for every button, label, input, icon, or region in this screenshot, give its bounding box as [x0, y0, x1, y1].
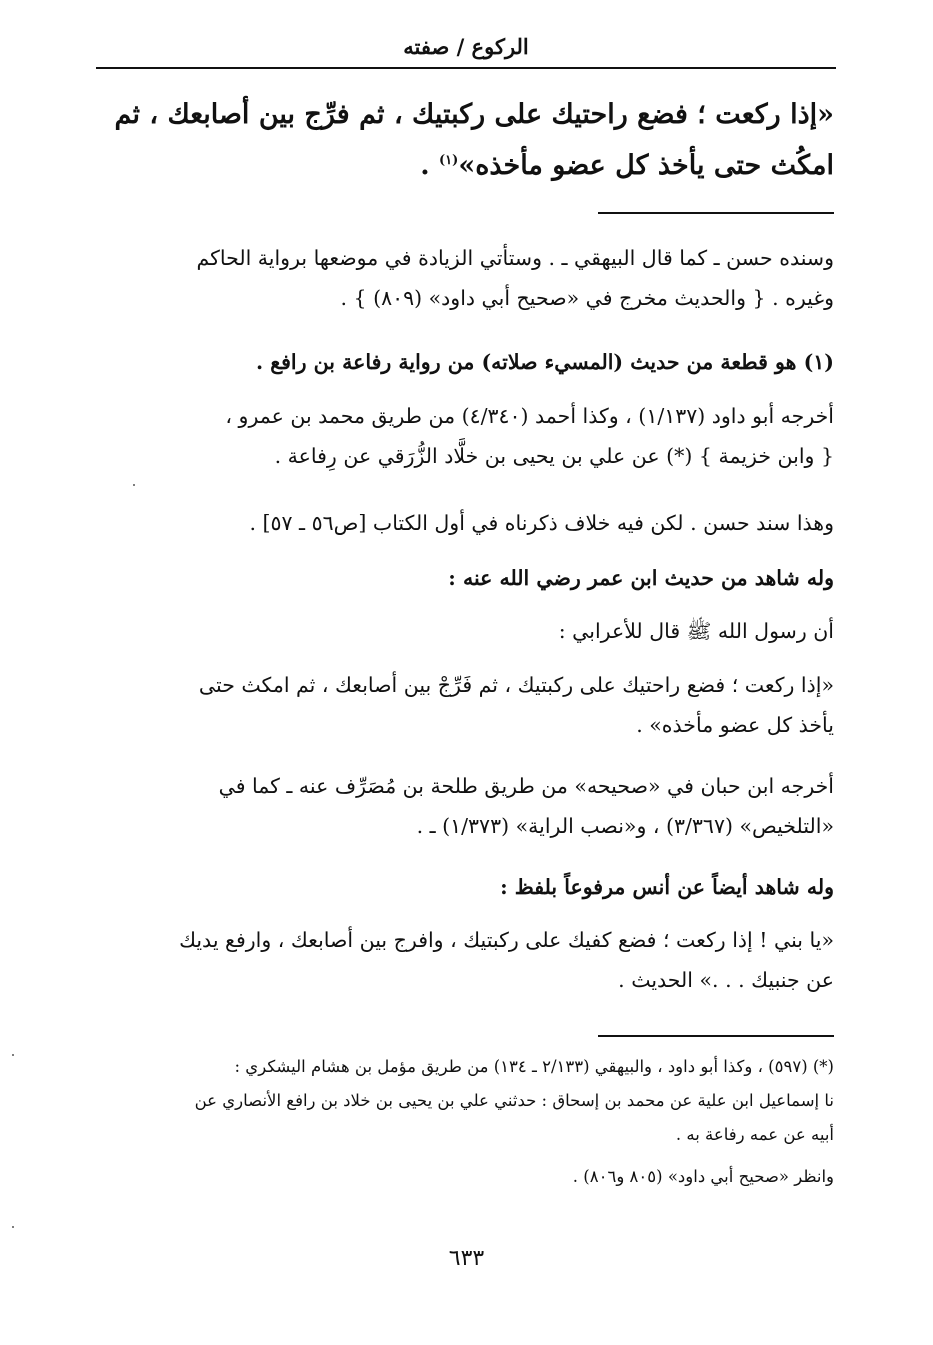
paragraph-takhrij [96, 396, 834, 476]
text-line: «التلخيص» (٣/٣٦٧) ، و«نصب الراية» (١/٣٧٣) ـ . [416, 814, 834, 838]
text-line: وله شاهد أيضاً عن أنس مرفوعاً بلفظ : [500, 875, 834, 899]
footnote-separator [598, 1035, 834, 1037]
paragraph-anas-hadith [96, 920, 834, 1000]
scan-speck [12, 1226, 14, 1228]
running-header: الركوع / صفته [403, 34, 529, 59]
footnote-line: (*) (٥٩٧) ، وكذا أبو داود ، والبيهقي (٢/١٣٣ ـ ١٣٤) من طريق مؤمل بن هشام اليشكري : [234, 1057, 834, 1076]
text-line: وسنده حسن ـ كما قال البيهقي ـ . وستأتي الزيادة في موضعها برواية الحاكم [196, 246, 834, 270]
scan-speck [133, 484, 135, 486]
text-line: «إذا ركعت ؛ فضع راحتيك على ركبتيك ، ثم فَرِّجْ بين أصابعك ، ثم امكث حتى [198, 673, 834, 697]
paragraph-note-1 [96, 342, 834, 382]
footnote-marker: (١) [439, 153, 459, 168]
hadith-line-1: «إذا ركعت ؛ فضع راحتيك على ركبتيك ، ثم فرِّج بين أصابعك ، ثم [114, 99, 834, 130]
paragraph-isnad [96, 238, 834, 318]
text-line: وهذا سند حسن . لكن فيه خلاف ذكرناه في أول الكتاب [ص٥٦ ـ ٥٧] . [249, 511, 834, 535]
paragraph-ibn-hibban [96, 766, 834, 846]
hadith-end: . [420, 150, 440, 181]
paragraph-shahid-ibn-umar [96, 558, 834, 598]
hadith-line-2-text: امكُث حتى يأخذ كل عضو مأخذه» [458, 150, 834, 181]
text-line: { وابن خزيمة } (*) عن علي بن يحيى بن خلَّاد الزُّرَقي عن رِفاعة . [274, 444, 834, 468]
paragraph-hadith-quote [96, 665, 834, 745]
paragraph-rasul [96, 611, 834, 651]
footnote-block [96, 1050, 834, 1194]
text-line: يأخذ كل عضو مأخذه» . [636, 713, 834, 737]
text-line: (١) هو قطعة من حديث (المسيء صلاته) من رواية رفاعة بن رافع . [255, 350, 834, 374]
footnote-separator-top [598, 212, 834, 214]
footnote-line: نا إسماعيل ابن علية عن محمد بن إسحاق : حدثني علي بن يحيى بن خلاد بن رافع الأنصاري عن [194, 1091, 834, 1110]
text-line: وله شاهد من حديث ابن عمر رضي الله عنه : [448, 566, 834, 590]
footnote-line: أبيه عن عمه رفاعة به . [675, 1125, 834, 1144]
hadith-line-2 [96, 138, 834, 189]
text-line: أخرجه أبو داود (١/١٣٧) ، وكذا أحمد (٤/٣٤٠) من طريق محمد بن عمرو ، [225, 404, 834, 428]
scan-speck [12, 1054, 14, 1056]
paragraph-shahid-anas [96, 867, 834, 907]
main-hadith [96, 92, 834, 189]
text-line: وغيره . { والحديث مخرج في «صحيح أبي داود» (٨٠٩) } . [340, 286, 834, 310]
text-line: أن رسول الله ﷺ قال للأعرابي : [558, 619, 834, 643]
footnote-see-also: وانظر «صحيح أبي داود» (٨٠٥ و٨٠٦) . [572, 1167, 834, 1186]
page-number: ٦٣٣ [448, 1246, 485, 1271]
text-line: أخرجه ابن حبان في «صحيحه» من طريق طلحة بن مُصَرِّف عنه ـ كما في [218, 774, 834, 798]
text-line: عن جنبيك . . .» الحديث . [618, 968, 834, 992]
header-rule [96, 67, 836, 69]
paragraph-sanad [96, 503, 834, 543]
text-line: «يا بني ! إذا ركعت ؛ فضع كفيك على ركبتيك ، وافرج بين أصابعك ، وارفع يديك [179, 928, 834, 952]
